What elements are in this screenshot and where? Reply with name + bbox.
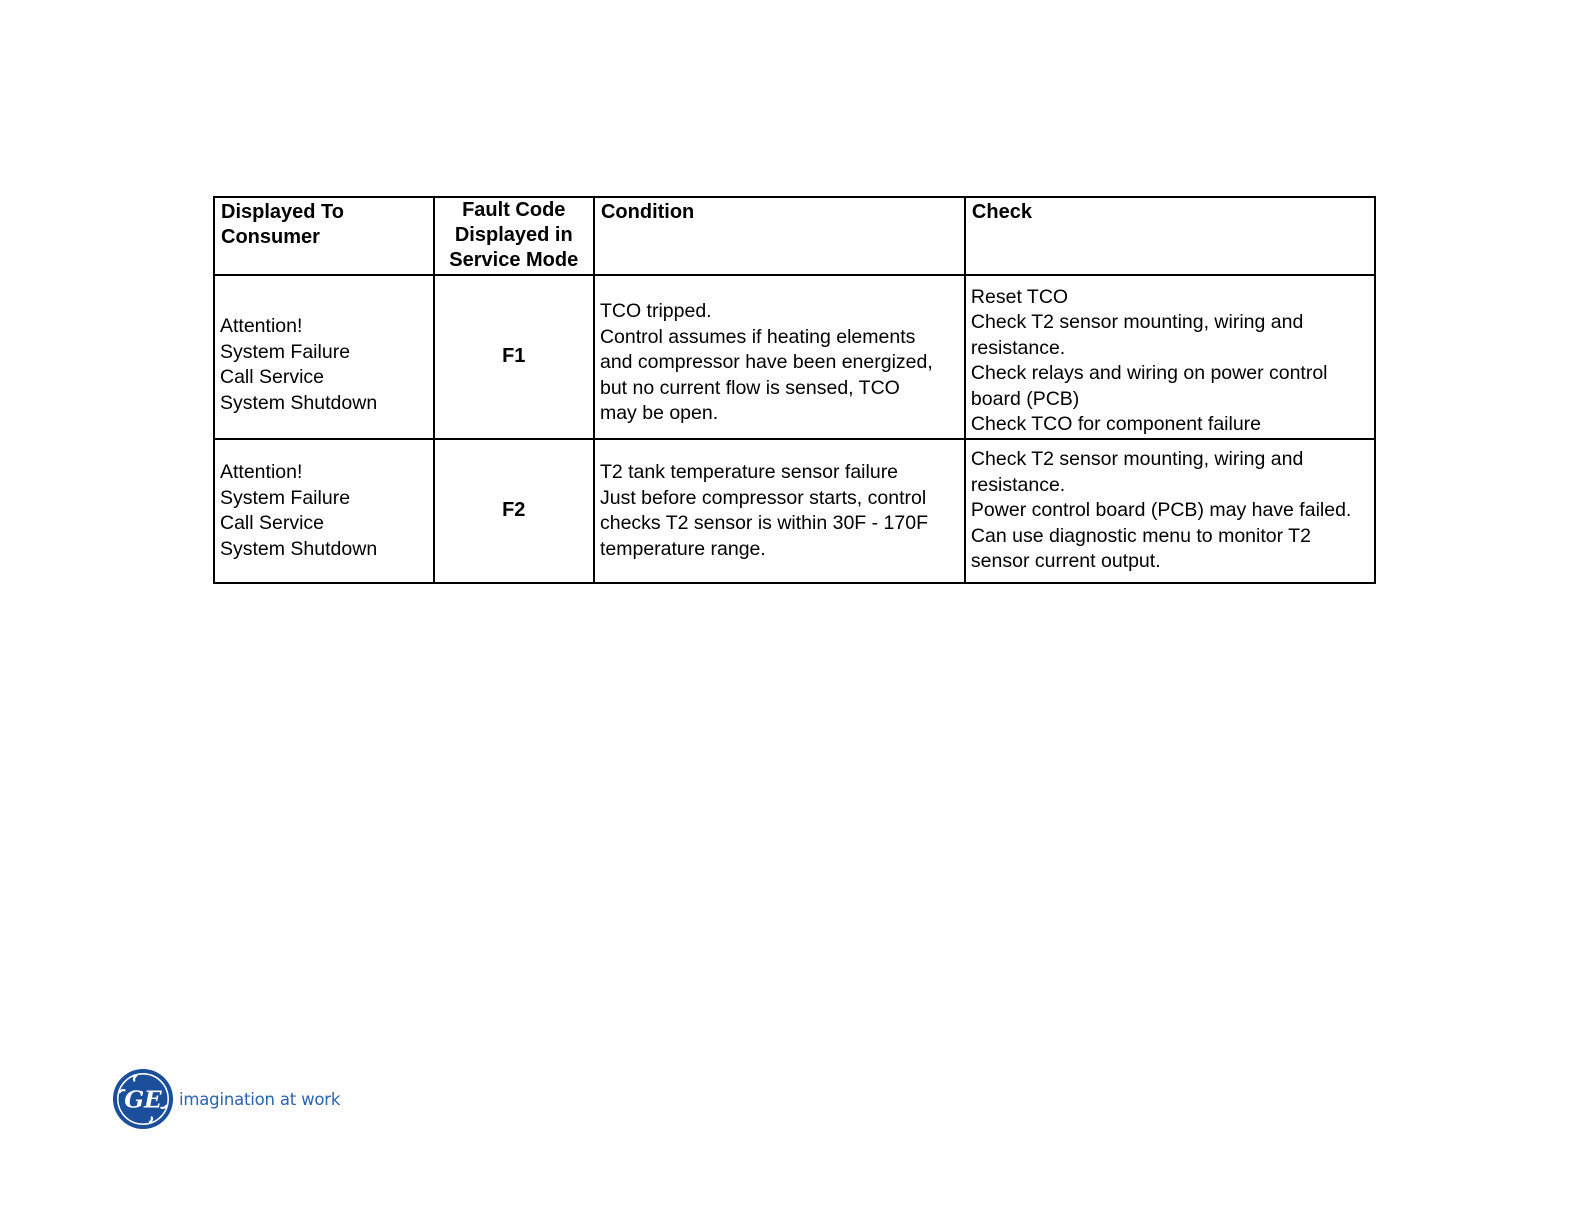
header-displayed-to-consumer: Displayed To Consumer [214, 197, 434, 275]
header-fault-code: Fault Code Displayed in Service Mode [434, 197, 594, 275]
header-check: Check [965, 197, 1375, 275]
ge-monogram-icon [112, 1068, 174, 1130]
header-condition: Condition [594, 197, 965, 275]
ge-logo [112, 1068, 340, 1130]
fault-code-cell: F1 [434, 275, 594, 439]
fault-code-cell: F2 [434, 439, 594, 583]
consumer-message-cell: Attention! System Failure Call Service System Shutdown [214, 275, 434, 439]
consumer-message-cell: Attention! System Failure Call Service System Shutdown [214, 439, 434, 583]
tagline: imagination at work [179, 1089, 341, 1109]
condition-cell: TCO tripped. Control assumes if heating elements and compressor have been energized, but no current flow is sensed, TCO may be open. [594, 275, 965, 439]
ge-monogram-text: GE [124, 1086, 162, 1114]
table-row [214, 275, 1375, 439]
check-cell: Reset TCO Check T2 sensor mounting, wiring and resistance. Check relays and wiring on power control board (PCB) Check TCO for component failure [965, 275, 1375, 439]
table-header-row [214, 197, 1375, 275]
condition-cell: T2 tank temperature sensor failure Just before compressor starts, control checks T2 sensor is within 30F - 170F temperature range. [594, 439, 965, 583]
check-cell: Check T2 sensor mounting, wiring and resistance. Power control board (PCB) may have failed. Can use diagnostic menu to monitor T2 sensor current output. [965, 439, 1375, 583]
table-row [214, 439, 1375, 583]
fault-code-table [213, 196, 1376, 584]
